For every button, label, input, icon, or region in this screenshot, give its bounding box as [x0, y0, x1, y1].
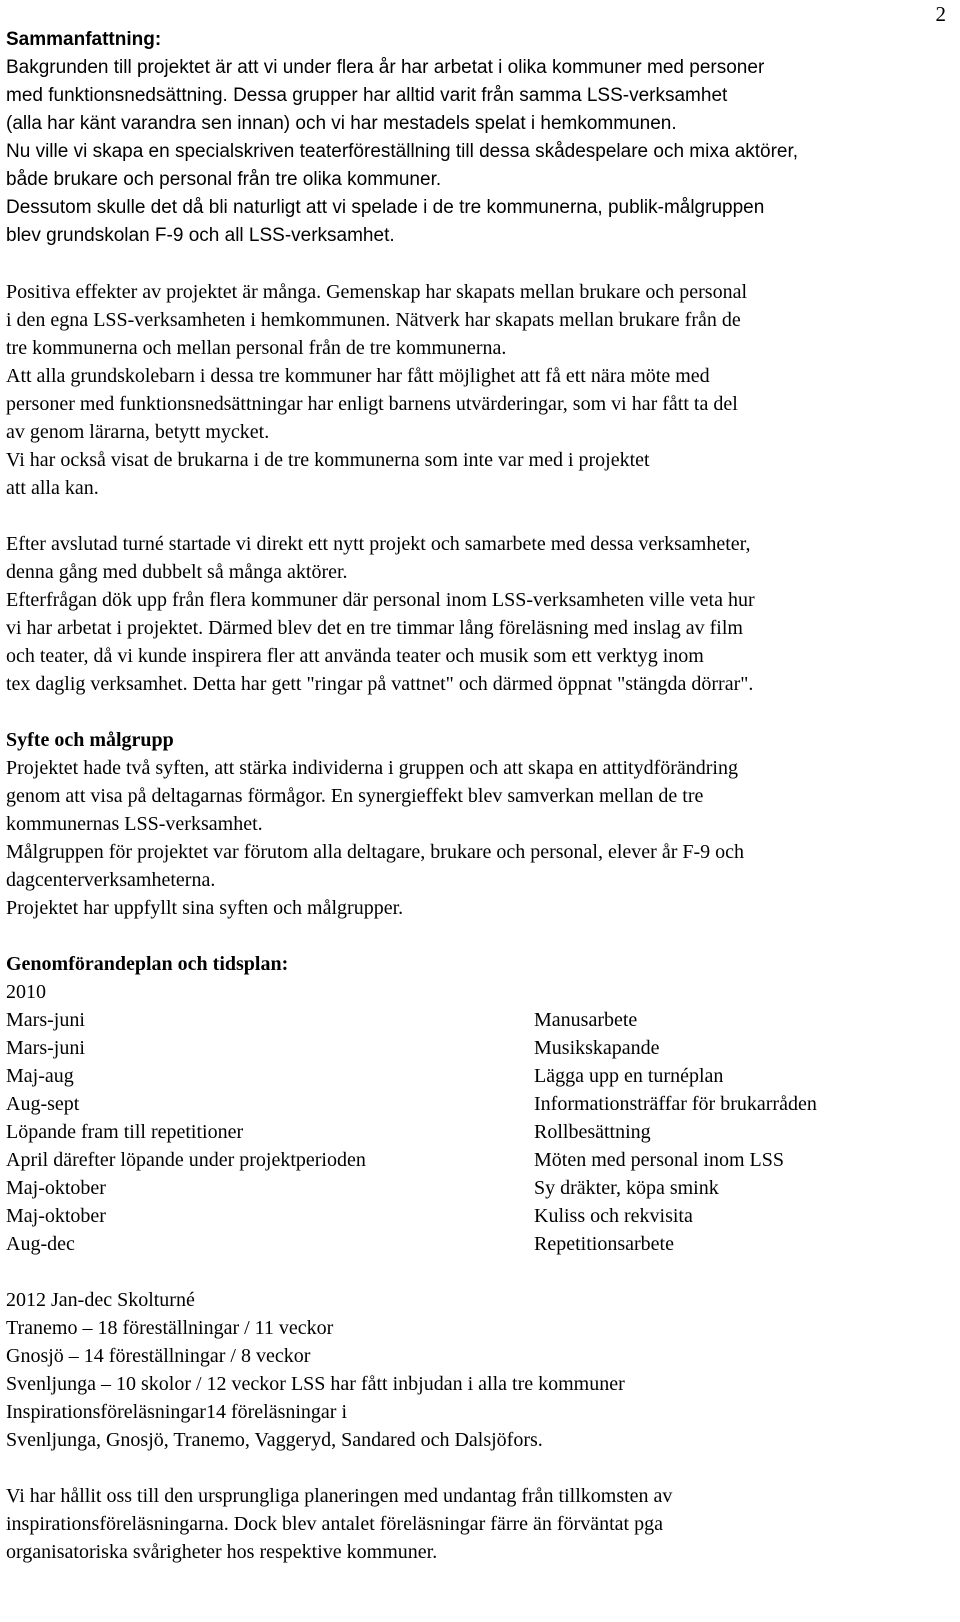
purpose-line: Projektet hade två syften, att stärka individerna i gruppen och att skapa en attitydförändring — [6, 757, 738, 779]
schedule-row — [6, 1090, 906, 1118]
effects-line: tre kommunerna och mellan personal från de tre kommunerna. — [6, 337, 507, 359]
tour-section — [6, 1286, 946, 1454]
after-tour-section — [6, 530, 946, 698]
after-tour-line: och teater, då vi kunde inspirera fler att använda teater och musik som ett verktyg inom — [6, 645, 704, 667]
effects-line: personer med funktionsnedsättningar har enligt barnens utvärderingar, som vi har fått ta del — [6, 393, 738, 415]
schedule-period: Maj-aug — [6, 1065, 74, 1087]
after-tour-line: denna gång med dubbelt så många aktörer. — [6, 561, 348, 583]
schedule-table — [6, 1006, 906, 1258]
schedule-period: Mars-juni — [6, 1037, 85, 1059]
effects-line: Vi har också visat de brukarna i de tre kommunerna som inte var med i projektet — [6, 449, 650, 471]
summary-line: med funktionsnedsättning. Dessa grupper har alltid varit från samma LSS-verksamhet — [6, 85, 728, 106]
summary-line: (alla har känt varandra sen innan) och vi har mestadels spelat i hemkommunen. — [6, 113, 677, 134]
tour-line: 2012 Jan-dec Skolturné — [6, 1289, 195, 1311]
effects-line: Positiva effekter av projektet är många. Gemenskap har skapats mellan brukare och personal — [6, 281, 748, 303]
effects-section — [6, 278, 946, 502]
schedule-activity: Rollbesättning — [534, 1121, 651, 1143]
schedule-row — [6, 1230, 906, 1258]
after-tour-line: vi har arbetat i projektet. Därmed blev det en tre timmar lång föreläsning med inslag av film — [6, 617, 743, 639]
effects-line: i den egna LSS-verksamheten i hemkommunen. Nätverk har skapats mellan brukare från de — [6, 309, 741, 331]
schedule-period: Maj-oktober — [6, 1205, 106, 1227]
effects-line: av genom lärarna, betytt mycket. — [6, 421, 270, 443]
closing-line: inspirationsföreläsningarna. Dock blev antalet föreläsningar färre än förväntat pga — [6, 1513, 663, 1535]
purpose-line: Målgruppen för projektet var förutom alla deltagare, brukare och personal, elever år F-9 och — [6, 841, 745, 863]
schedule-row — [6, 1062, 906, 1090]
summary-line: Dessutom skulle det då bli naturligt att vi spelade i de tre kommunerna, publik-målgruppen — [6, 197, 765, 218]
schedule-activity: Informationsträffar för brukarråden — [534, 1093, 817, 1115]
tour-line: Svenljunga, Gnosjö, Tranemo, Vaggeryd, Sandared och Dalsjöfors. — [6, 1429, 543, 1451]
after-tour-line: Efterfrågan dök upp från flera kommuner där personal inom LSS-verksamheten ville veta hur — [6, 589, 755, 611]
summary-line: Nu ville vi skapa en specialskriven teaterföreställning till dessa skådespelare och mixa aktörer, — [6, 141, 799, 162]
purpose-line: genom att visa på deltagarnas förmågor. En synergieffekt blev samverkan mellan de tre — [6, 785, 704, 807]
schedule-row — [6, 1006, 906, 1034]
schedule-period: Aug-dec — [6, 1233, 75, 1255]
purpose-heading: Syfte och målgrupp — [6, 729, 174, 751]
summary-heading: Sammanfattning: — [6, 29, 162, 50]
summary-line: både brukare och personal från tre olika kommuner. — [6, 169, 442, 190]
schedule-activity: Möten med personal inom LSS — [534, 1149, 784, 1171]
purpose-line: dagcenterverksamheterna. — [6, 869, 216, 891]
effects-line: Att alla grundskolebarn i dessa tre kommuner har fått möjlighet att få ett nära möte med — [6, 365, 710, 387]
schedule-period: Mars-juni — [6, 1009, 85, 1031]
schedule-activity: Kuliss och rekvisita — [534, 1205, 693, 1227]
plan-year: 2010 — [6, 981, 46, 1003]
schedule-period: Löpande fram till repetitioner — [6, 1121, 244, 1143]
schedule-period: April därefter löpande under projektperioden — [6, 1149, 366, 1171]
tour-line: Inspirationsföreläsningar14 föreläsningar i — [6, 1401, 348, 1423]
schedule-row — [6, 1034, 906, 1062]
effects-line: att alla kan. — [6, 477, 99, 499]
tour-line: Svenljunga – 10 skolor / 12 veckor LSS har fått inbjudan i alla tre kommuner — [6, 1373, 625, 1395]
schedule-period: Aug-sept — [6, 1093, 80, 1115]
schedule-activity: Sy dräkter, köpa smink — [534, 1177, 719, 1199]
tour-line: Tranemo – 18 föreställningar / 11 veckor — [6, 1317, 334, 1339]
schedule-activity: Repetitionsarbete — [534, 1233, 674, 1255]
schedule-row — [6, 1174, 906, 1202]
purpose-line: Projektet har uppfyllt sina syften och målgrupper. — [6, 897, 404, 919]
page-number: 2 — [935, 2, 946, 26]
schedule-activity: Lägga upp en turnéplan — [534, 1065, 724, 1087]
closing-section — [6, 1482, 946, 1566]
plan-heading: Genomförandeplan och tidsplan: — [6, 953, 289, 975]
closing-line: Vi har hållit oss till den ursprungliga planeringen med undantag från tillkomsten av — [6, 1485, 673, 1507]
tour-line: Gnosjö – 14 föreställningar / 8 veckor — [6, 1345, 311, 1367]
summary-section — [6, 26, 946, 250]
summary-line: Bakgrunden till projektet är att vi under flera år har arbetat i olika kommuner med personer — [6, 57, 765, 78]
closing-line: organisatoriska svårigheter hos respektive kommuner. — [6, 1541, 438, 1563]
summary-line: blev grundskolan F-9 och all LSS-verksamhet. — [6, 225, 395, 246]
plan-section — [6, 950, 946, 1006]
purpose-line: kommunernas LSS-verksamhet. — [6, 813, 263, 835]
schedule-period: Maj-oktober — [6, 1177, 106, 1199]
schedule-row — [6, 1118, 906, 1146]
purpose-section — [6, 726, 946, 922]
schedule-row — [6, 1202, 906, 1230]
after-tour-line: Efter avslutad turné startade vi direkt ett nytt projekt och samarbete med dessa verksamheter, — [6, 533, 751, 555]
after-tour-line: tex daglig verksamhet. Detta har gett "ringar på vattnet" och därmed öppnat "stängda dörrar". — [6, 673, 754, 695]
schedule-activity: Manusarbete — [534, 1009, 638, 1031]
schedule-activity: Musikskapande — [534, 1037, 660, 1059]
schedule-row — [6, 1146, 906, 1174]
